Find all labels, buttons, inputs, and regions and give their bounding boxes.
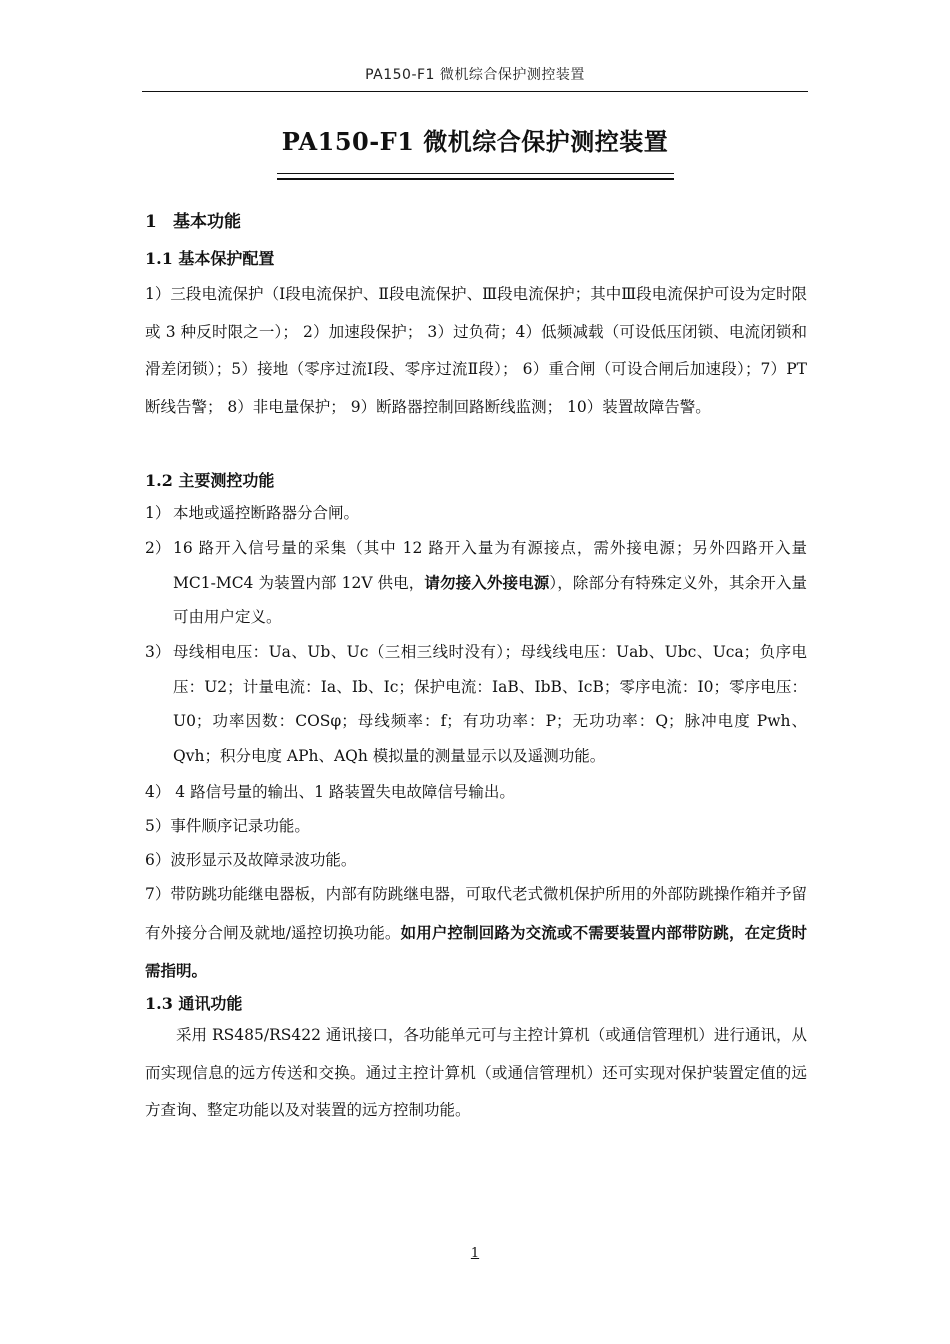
list-item-2: [145, 531, 807, 635]
document-title: PA150-F1 微机综合保护测控装置: [281, 127, 669, 156]
list-item-7: [145, 876, 807, 991]
list-item-2-text-b: ），除部分有特殊定义外，其余开入量可由用户定义。: [173, 573, 807, 626]
section-1-heading: [145, 207, 241, 232]
section-1-title: 基本功能: [173, 212, 241, 232]
section-1-3-paragraph: 采用 RS485/RS422 通讯接口，各功能单元可与主控计算机（或通信管理机）进行通讯，从而实现信息的远方传送和交换。通过主控计算机（或通信管理机）还可实现对保护装置定值的远方查询、整定功能以及对装置的远方控制功能。: [145, 1026, 807, 1119]
section-1-1-paragraph: 1）三段电流保护（Ⅰ段电流保护、Ⅱ段电流保护、Ⅲ段电流保护；其中Ⅲ段电流保护可设为定时限或 3 种反时限之一）； 2）加速段保护； 3）过负荷；4）低频减载（可设低压闭锁、电流闭锁和滑差闭锁）；5）接地（零序过流Ⅰ段、零序过流Ⅱ段）； 6）重合闸（可设合闸后加速段）；7）PT 断线告警； 8）非电量保护； 9）断路器控制回路断线监测； 10）装置故障告警。: [145, 285, 807, 416]
header-divider: [142, 91, 808, 92]
list-item-2-label: 2）: [145, 539, 171, 557]
list-item-5: 5）事件顺序记录功能。: [145, 817, 310, 835]
section-1-2-heading: 1.2 主要测控功能: [145, 471, 275, 490]
list-item-1-label: 1）: [145, 504, 171, 522]
list-item-3-text: 母线相电压：Ua、Ub、Uc（三相三线时没有）；母线线电压：Uab、Ubc、Uca；负序电压：U2；计量电流：Ia、Ib、Ic；保护电流：IaB、IbB、IcB；零序电流：I0；零序电压：U0；功率因数：COSφ；母线频率：f；有功功率：P；无功功率：Q；脉冲电度 Pwh、Qvh；积分电度 APh、AQh 模拟量的测量显示以及遥测功能。: [173, 643, 807, 765]
list-item-3: [145, 635, 807, 773]
page-number: 1: [470, 1246, 480, 1261]
list-item-4: 4） 4 路信号量的输出、1 路装置失电故障信号输出。: [145, 783, 515, 801]
section-1-number: 1: [145, 212, 157, 232]
title-double-rule: [277, 173, 674, 180]
list-item-2-text-a: 16 路开入信号量的采集（其中 12 路开入量为有源接点，需外接电源；另外四路开入量 MC1-MC4 为装置内部 12V 供电，: [173, 539, 807, 592]
list-item-1: [145, 496, 807, 531]
list-item-7-text: 7）带防跳功能继电器板，内部有防跳继电器，可取代老式微机保护所用的外部防跳操作箱并予留有外接分合闸及就地/遥控切换功能。: [145, 885, 807, 942]
list-item-7-note: 如用户控制回路为交流或不需要装置内部带防跳，在定货时需指明。: [145, 922, 807, 980]
list-item-2-warning: 请勿接入外接电源: [424, 572, 550, 592]
list-item-2-text: [173, 531, 807, 635]
section-1-3-heading: 1.3 通讯功能: [145, 994, 243, 1013]
list-item-6: 6）波形显示及故障录波功能。: [145, 851, 357, 869]
section-1-1-heading: 1.1 基本保护配置: [145, 249, 275, 268]
running-header: PA150-F1 微机综合保护测控装置: [365, 67, 585, 83]
list-item-1-text: 本地或遥控断路器分合闸。: [173, 504, 360, 522]
list-item-3-label: 3）: [145, 643, 171, 661]
